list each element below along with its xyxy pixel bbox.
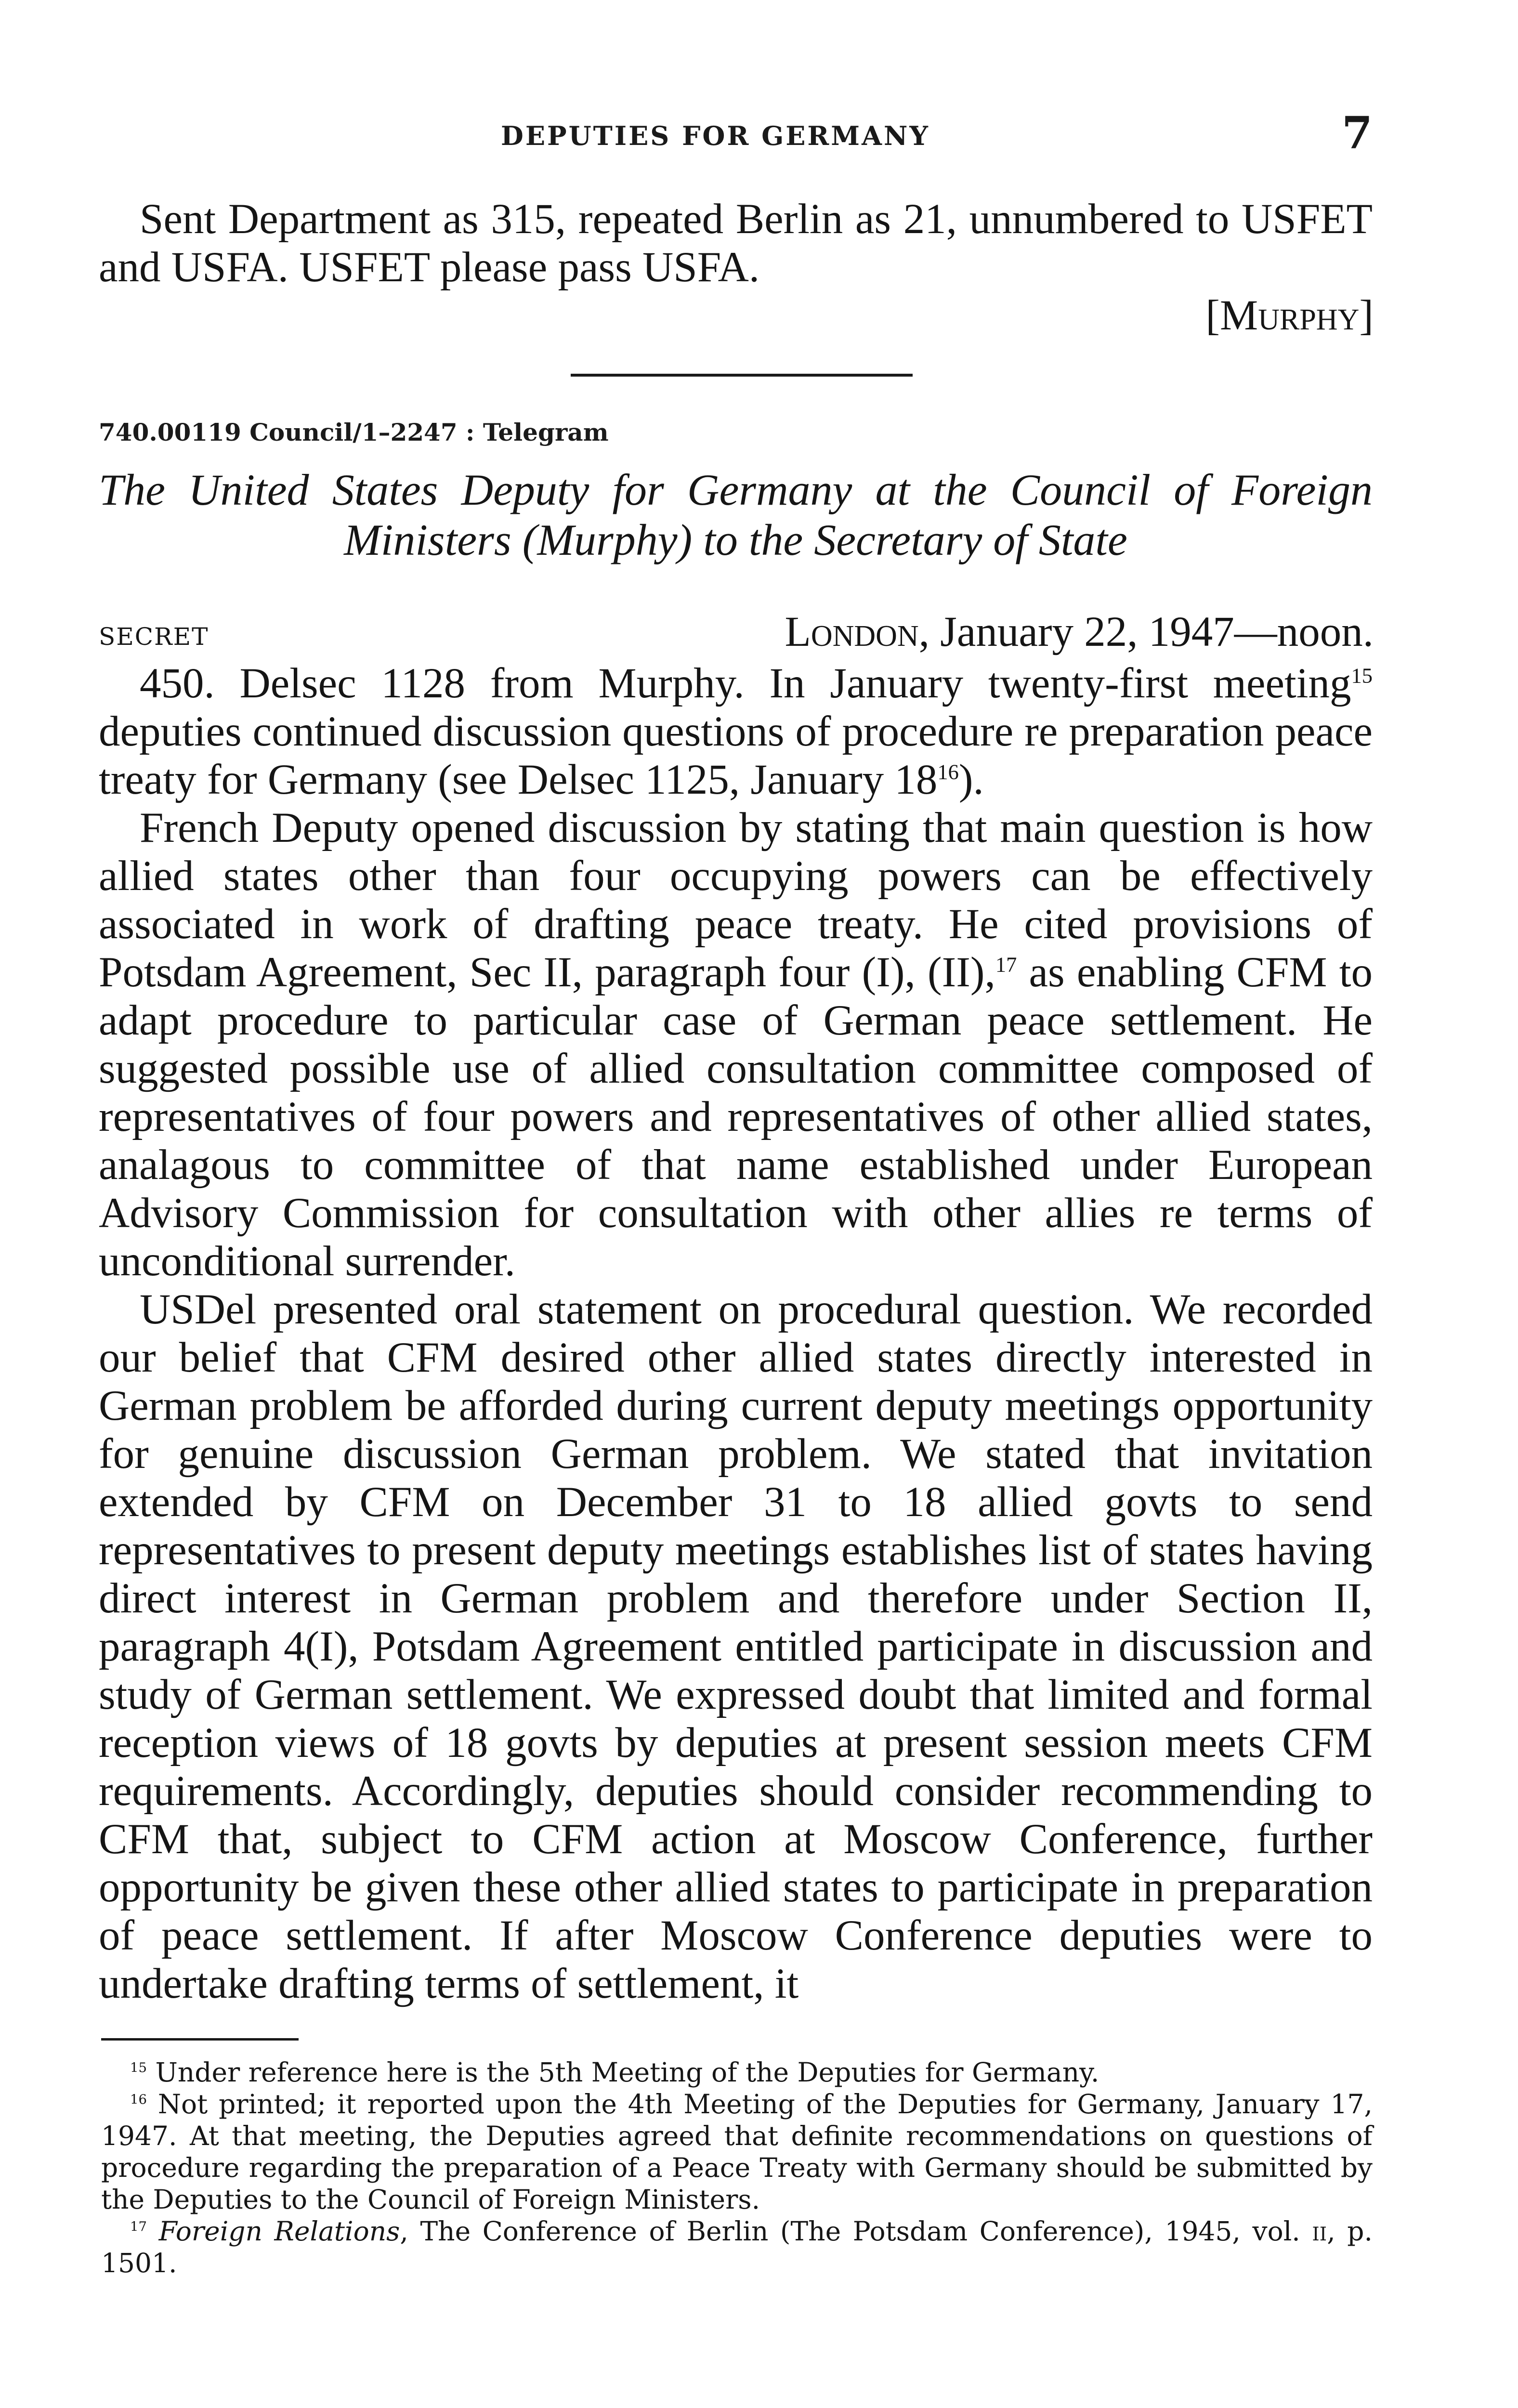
paragraph-1-text-end: ). xyxy=(958,756,984,803)
paragraph-3 xyxy=(99,1285,1373,2008)
paragraph-1-text: 450. Delsec 1128 from Murphy. In January twenty-first meeting xyxy=(140,660,1351,707)
telegram-body xyxy=(99,659,1373,2008)
paragraph-2-text-cont: as enabling CFM to adapt procedure to particular case of German peace settlement. He suggested possible use of allied consultation committee composed of representatives of four powers and representatives of other allied states, analagous to committee of that name established under European Advisory Commission for consultation with other allies re terms of unconditional surrender. xyxy=(99,949,1373,1285)
classification-label: SECRET xyxy=(99,623,209,651)
footnote-16 xyxy=(101,2088,1373,2215)
section-divider xyxy=(571,374,913,377)
paragraph-2 xyxy=(99,804,1373,1285)
footnote-15 xyxy=(101,2056,1373,2088)
footnote-17 xyxy=(101,2215,1373,2279)
footnote-title: Foreign Relations xyxy=(147,2216,400,2247)
footnote-ref-17: 17 xyxy=(995,952,1017,977)
paragraph-2-text: French Deputy opened discussion by stating that main question is how allied states other than four occupying powers can be effectively associated in work of drafting peace treaty. He cited provisions of Potsdam Agreement, Sec II, paragraph four (I), (II), xyxy=(99,804,1373,996)
previous-document-closing: Sent Department as 315, repeated Berlin as 21, unnumbered to USFET and USFA. USFET please pass USFA. xyxy=(99,196,1373,291)
footnote-volume: ii xyxy=(1312,2216,1327,2247)
dateline-place: London, xyxy=(785,608,929,655)
paragraph-3-text: USDel presented oral statement on procedural question. We recorded our belief that CFM desired other allied states directly interested in German problem be afforded during current deputy meetings opportunity for genuine discussion German problem. We stated that invitation extended by CFM on December 31 to 18 allied govts to send representatives to present deputy meetings establishes list of states having direct interest in German problem and therefore under Section II, paragraph 4(I), Potsdam Agreement entitled participate in discussion and study of German settlement. We expressed doubt that limited and formal reception views of 18 govts by deputies at present session meets CFM requirements. Accordingly, deputies should consider recommending to CFM that, subject to CFM action at Moscow Conference, further opportunity be given these other allied states to participate in preparation of peace settlement. If after Moscow Conference deputies were to undertake drafting terms of settlement, it xyxy=(99,1286,1373,2007)
footnote-text-end: , p. 1501. xyxy=(101,2216,1373,2278)
document-title-line-1: The United States Deputy for Germany at the Council of Foreign xyxy=(99,465,1373,514)
running-head: DEPUTIES FOR GERMANY xyxy=(501,120,930,151)
dateline-date: January 22, 1947—noon. xyxy=(929,608,1374,655)
footnote-marker: 15 xyxy=(130,2060,147,2076)
footnotes xyxy=(101,2056,1373,2279)
footnote-text: Not printed; it reported upon the 4th Meeting of the Deputies for Germany, January 17, 1947. At that meeting, the Deputies agreed that definite recommendations on questions of procedure regarding the preparation of a Peace Treaty with Germany should be submitted by the Deputies to the Council of Foreign Ministers. xyxy=(101,2089,1373,2215)
paragraph-1 xyxy=(99,659,1373,804)
footnote-rule xyxy=(101,2038,299,2041)
document-title xyxy=(99,465,1373,565)
page-number: 7 xyxy=(1342,107,1373,159)
footnote-ref-16: 16 xyxy=(937,759,959,784)
dateline xyxy=(785,608,1374,656)
document-title-line-2: Ministers (Murphy) to the Secretary of State xyxy=(344,515,1127,564)
footnote-marker: 17 xyxy=(130,2219,147,2235)
footnote-ref-15: 15 xyxy=(1351,663,1373,688)
file-reference: 740.00119 Council/1–2247 : Telegram xyxy=(99,418,609,446)
paragraph-1-text-cont: deputies continued discussion questions of procedure re preparation peace treaty for Germany (see Delsec 1125, January 18 xyxy=(99,708,1373,803)
signature: [Murphy] xyxy=(1205,292,1374,339)
footnote-text: Under reference here is the 5th Meeting of the Deputies for Germany. xyxy=(147,2057,1099,2088)
footnote-marker: 16 xyxy=(130,2092,147,2107)
footnote-text: , The Conference of Berlin (The Potsdam Conference), 1945, vol. xyxy=(400,2216,1312,2247)
